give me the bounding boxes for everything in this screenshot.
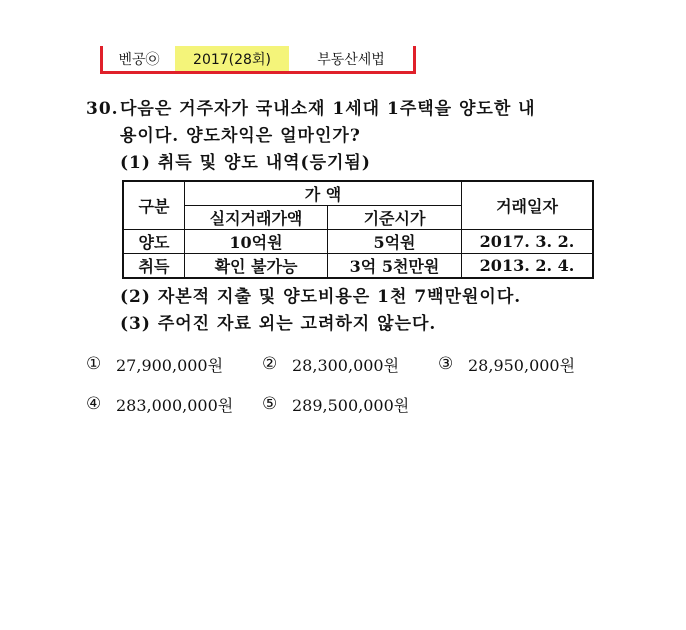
choice-text: 289,500,000원 — [292, 395, 410, 415]
cell-label: 양도 — [123, 230, 185, 254]
cell-standard: 5억원 — [328, 230, 462, 254]
answer-choices — [86, 344, 614, 424]
question-line-1: 다음은 거주자가 국내소재 1세대 1주택을 양도한 내 — [120, 99, 536, 119]
choice-marker: ⑤ — [262, 394, 278, 414]
th-price: 가 액 — [185, 181, 462, 206]
question-number: 30. — [86, 99, 119, 119]
cell-actual: 10억원 — [185, 230, 328, 254]
choice-text: 27,900,000원 — [116, 355, 224, 375]
table-row — [123, 254, 593, 279]
choice-marker: ① — [86, 354, 102, 374]
choice-marker: ② — [262, 354, 278, 374]
header-subject-label: 부동산세법 — [289, 46, 413, 71]
notes — [120, 284, 521, 338]
th-standard: 기준시가 — [328, 206, 462, 230]
choice-3[interactable] — [438, 353, 614, 376]
choice-text: 28,950,000원 — [468, 355, 576, 375]
question-line-2: 용이다. 양도차익은 얼마인가? — [120, 126, 361, 146]
table-row — [123, 230, 593, 254]
choice-text: 28,300,000원 — [292, 355, 400, 375]
choice-2[interactable] — [262, 353, 438, 376]
choice-5[interactable] — [262, 393, 438, 416]
cell-date: 2013. 2. 4. — [462, 254, 594, 279]
cell-actual: 확인 불가능 — [185, 254, 328, 279]
choice-marker: ④ — [86, 394, 102, 414]
cell-date: 2017. 3. 2. — [462, 230, 594, 254]
question-sub-1: (1) 취득 및 양도 내역(등기됨) — [120, 153, 371, 173]
note-3: (3) 주어진 자료 외는 고려하지 않는다. — [120, 314, 437, 334]
choice-4[interactable] — [86, 393, 262, 416]
th-category: 구분 — [123, 181, 185, 230]
header-year-label: 2017(28회) — [175, 46, 289, 71]
header-source-label: 벤공㉧ — [103, 46, 175, 71]
question-text — [86, 96, 626, 177]
choice-1[interactable] — [86, 353, 262, 376]
cell-standard: 3억 5천만원 — [328, 254, 462, 279]
choice-text: 283,000,000원 — [116, 395, 234, 415]
th-date: 거래일자 — [462, 181, 594, 230]
note-2: (2) 자본적 지출 및 양도비용은 1천 7백만원이다. — [120, 287, 522, 307]
header-tag — [100, 46, 416, 74]
th-actual: 실지거래가액 — [185, 206, 328, 230]
cell-label: 취득 — [123, 254, 185, 279]
choice-marker: ③ — [438, 354, 454, 374]
transaction-table — [122, 180, 594, 279]
